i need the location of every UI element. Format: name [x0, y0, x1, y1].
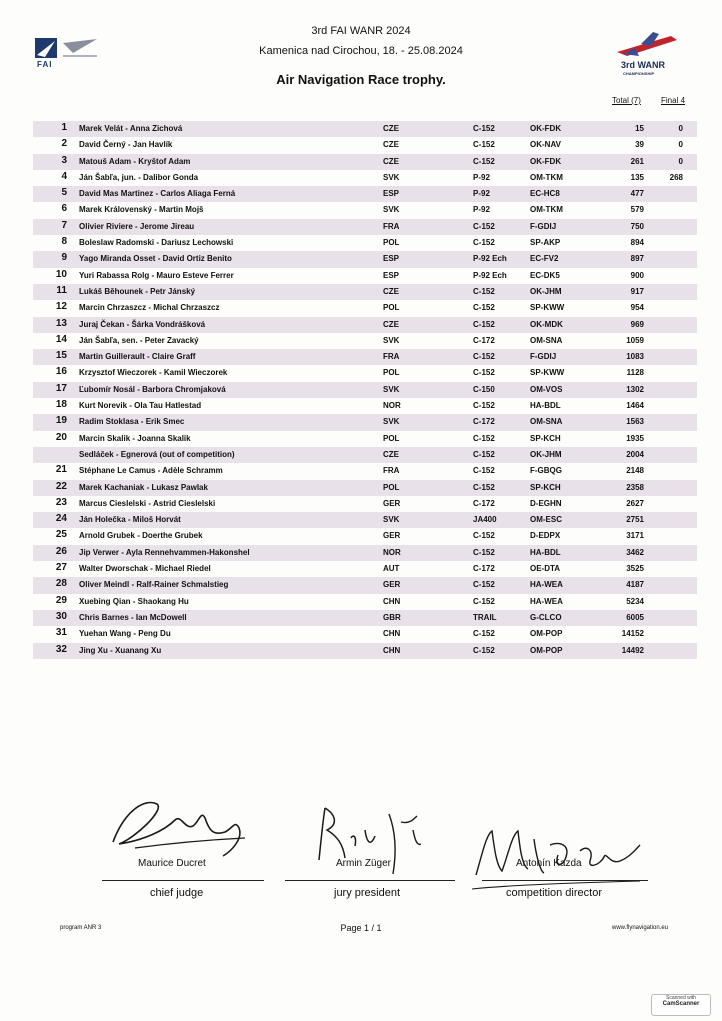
table-row [33, 154, 697, 170]
table-row [33, 137, 697, 153]
cell-rank: 13 [55, 317, 67, 329]
cell-country: GBR [383, 612, 401, 622]
cell-name: Jing Xu - Xuanang Xu [79, 645, 162, 655]
table-row [33, 561, 697, 577]
cell-rank: 19 [55, 415, 67, 427]
table-row [33, 382, 697, 398]
cell-final: 0 [678, 140, 683, 150]
cell-rank: 4 [61, 170, 67, 182]
cell-reg: OK-MDK [530, 319, 563, 329]
cell-rank: 14 [55, 333, 67, 345]
wanr-logo-text: 3rd WANR [621, 60, 666, 70]
table-row [33, 170, 697, 186]
cell-name: Walter Dworschak - Michael Riedel [79, 564, 211, 574]
cell-name: Marek Kachaniak - Lukasz Pawlak [79, 482, 208, 492]
cell-total: 3171 [626, 531, 644, 541]
cell-total: 14492 [621, 645, 644, 655]
cell-total: 4187 [626, 580, 644, 590]
cell-country: SVK [383, 205, 400, 215]
cell-final: 0 [678, 156, 683, 166]
cell-total: 6005 [626, 612, 644, 622]
cell-type: C-152 [473, 531, 495, 541]
table-row [33, 643, 697, 659]
cell-total: 14152 [621, 629, 644, 639]
table-row [33, 610, 697, 626]
cell-country: POL [383, 368, 400, 378]
cell-type: C-152 [473, 368, 495, 378]
cell-rank: 6 [61, 203, 67, 215]
cell-type: TRAIL [473, 612, 497, 622]
cell-name: Yago Miranda Osset - David Ortiz Benito [79, 254, 232, 264]
cell-country: FRA [383, 466, 400, 476]
cell-rank: 5 [61, 187, 67, 199]
table-row [33, 447, 697, 463]
cell-rank: 27 [55, 562, 67, 574]
cell-type: C-152 [473, 482, 495, 492]
cell-reg: EC-DK5 [530, 270, 560, 280]
cell-total: 954 [630, 303, 644, 313]
cell-country: POL [383, 303, 400, 313]
cell-type: P-92 Ech [473, 270, 507, 280]
cell-country: SVK [383, 335, 400, 345]
cell-name: Oliver Meindl - Ralf-Rainer Schmalstieg [79, 580, 229, 590]
cell-type: C-152 [473, 156, 495, 166]
cell-name: Marcin Chrzaszcz - Michal Chrzaszcz [79, 303, 220, 313]
cell-name: David Mas Martinez - Carlos Aliaga Ferná [79, 189, 236, 199]
cell-reg: SP-KWW [530, 303, 565, 313]
cell-rank: 2 [61, 138, 67, 150]
table-row [33, 577, 697, 593]
cell-reg: OM-VOS [530, 384, 563, 394]
cell-rank: 9 [61, 252, 67, 264]
cell-name: Marcus Cieslelski - Astrid Cieslelski [79, 498, 216, 508]
cell-reg: SP-KWW [530, 368, 565, 378]
cell-name: David Černý - Jan Havlík [79, 140, 173, 150]
camscanner-line1: Scanned with [665, 995, 697, 1001]
cell-country: ESP [383, 189, 400, 199]
table-row [33, 251, 697, 267]
cell-type: C-152 [473, 645, 495, 655]
cell-type: C-152 [473, 629, 495, 639]
cell-name: Ján Šabľa, sen. - Peter Zavacký [79, 335, 199, 345]
cell-name: Olivier Riviere - Jerome Jireau [79, 221, 195, 231]
cell-name: Matouš Adam - Kryštof Adam [79, 156, 191, 166]
cell-name: Arnold Grubek - Doerthe Grubek [79, 531, 203, 541]
table-row [33, 594, 697, 610]
cell-country: SVK [383, 384, 400, 394]
event-location-dates: Kamenica nad Cirochou, 18. - 25.08.2024 [259, 45, 463, 57]
cell-country: CZE [383, 319, 399, 329]
cell-rank: 26 [55, 545, 67, 557]
cell-type: C-172 [473, 417, 495, 427]
cell-name: Martin Guillerault - Claire Graff [79, 352, 196, 362]
cell-name: Stéphane Le Camus - Adèle Schramm [79, 466, 223, 476]
cell-name: Yuri Rabassa Rolg - Mauro Esteve Ferrer [79, 270, 234, 280]
cell-total: 3525 [626, 564, 644, 574]
wanr-logo-subtext: CHAMPIONSHIP [623, 71, 655, 76]
cell-type: P-92 [473, 189, 490, 199]
cell-country: FRA [383, 352, 400, 362]
cell-reg: F-GBQG [530, 466, 562, 476]
cell-type: C-152 [473, 547, 495, 557]
cell-total: 917 [630, 286, 644, 296]
cell-type: C-152 [473, 352, 495, 362]
cell-total: 2751 [626, 515, 644, 525]
cell-reg: HA-BDL [530, 547, 561, 557]
cell-total: 15 [635, 124, 644, 133]
cell-reg: OK-FDK [530, 156, 562, 166]
cell-reg: OM-POP [530, 629, 563, 639]
cell-country: ESP [383, 254, 400, 264]
cell-rank: 29 [55, 594, 67, 606]
cell-type: C-152 [473, 286, 495, 296]
cell-total: 135 [630, 172, 644, 182]
cell-country: NOR [383, 401, 401, 411]
cell-reg: OM-SNA [530, 417, 563, 427]
cell-total: 2358 [626, 482, 644, 492]
cell-type: C-150 [473, 384, 495, 394]
footer-website: www.flynavigation.eu [612, 925, 669, 931]
cell-country: CHN [383, 645, 401, 655]
signature-name-1: Maurice Ducret [138, 858, 206, 869]
table-row [33, 268, 697, 284]
cell-reg: HA-BDL [530, 401, 561, 411]
cell-rank: 15 [55, 350, 67, 362]
cell-reg: OK-JHM [530, 449, 562, 459]
table-row [33, 121, 697, 137]
cell-country: CZE [383, 286, 399, 296]
cell-total: 1083 [626, 352, 644, 362]
cell-rank: 32 [55, 643, 67, 655]
cell-total: 5234 [626, 596, 644, 606]
cell-type: P-92 Ech [473, 254, 507, 264]
cell-type: C-152 [473, 580, 495, 590]
cell-reg: EC-HC8 [530, 189, 560, 199]
cell-type: C-172 [473, 335, 495, 345]
cell-rank: 16 [55, 366, 67, 378]
column-header-final: Final 4 [661, 96, 686, 105]
cell-type: C-172 [473, 564, 495, 574]
footer-program: program ANR 3 [60, 925, 102, 931]
cell-type: C-152 [473, 319, 495, 329]
cell-rank: 30 [55, 610, 67, 622]
table-row [33, 398, 697, 414]
cell-type: C-152 [473, 140, 495, 150]
cell-type: C-172 [473, 498, 495, 508]
cell-total: 1128 [626, 368, 644, 378]
cell-country: NOR [383, 547, 401, 557]
cell-final: 0 [678, 124, 683, 133]
table-row [33, 300, 697, 316]
signature-antonin-kazda [470, 815, 645, 895]
cell-total: 750 [630, 221, 644, 231]
table-row [33, 496, 697, 512]
cell-country: FRA [383, 221, 400, 231]
camscanner-line2: CamScanner [662, 1001, 700, 1007]
cell-reg: OK-JHM [530, 286, 562, 296]
cell-reg: D-EGHN [530, 498, 562, 508]
cell-reg: EC-FV2 [530, 254, 559, 264]
cell-reg: F-GDIJ [530, 352, 557, 362]
cell-name: Jip Verwer - Ayla Rennehvammen-Hakonshel [79, 547, 250, 557]
cell-rank: 17 [55, 382, 67, 394]
cell-name: Lukáš Běhounek - Petr Jánský [79, 286, 196, 296]
cell-country: CZE [383, 140, 399, 150]
cell-type: C-152 [473, 466, 495, 476]
wanr-logo [613, 30, 683, 86]
cell-rank: 8 [61, 236, 67, 248]
cell-reg: G-CLCO [530, 612, 562, 622]
cell-country: SVK [383, 515, 400, 525]
cell-final: 268 [669, 172, 683, 182]
cell-country: POL [383, 238, 400, 248]
table-row [33, 235, 697, 251]
cell-rank: 22 [55, 480, 67, 492]
cell-rank: 28 [55, 578, 67, 590]
cell-total: 1464 [626, 401, 644, 411]
cell-type: C-152 [473, 449, 495, 459]
signature-name-3: Antonín Kazda [516, 858, 582, 869]
cell-reg: OE-DTA [530, 564, 561, 574]
cell-country: CHN [383, 596, 401, 606]
cell-reg: OM-TKM [530, 205, 563, 215]
table-row [33, 219, 697, 235]
cell-total: 894 [630, 238, 644, 248]
footer-page-number: Page 1 / 1 [340, 923, 382, 933]
cell-reg: SP-AKP [530, 238, 561, 248]
cell-name: Ján Holečka - Miloš Horvát [79, 515, 181, 525]
cell-name: Krzysztof Wieczorek - Kamil Wieczorek [79, 368, 228, 378]
cell-rank: 3 [61, 154, 67, 166]
cell-country: POL [383, 482, 400, 492]
table-row [33, 626, 697, 642]
cell-country: CZE [383, 156, 399, 166]
signature-role-3: competition director [506, 887, 602, 899]
cell-total: 1935 [626, 433, 644, 443]
cell-type: C-152 [473, 401, 495, 411]
signature-role-2: jury president [334, 887, 401, 899]
cell-country: SVK [383, 417, 400, 427]
cell-type: C-152 [473, 124, 495, 133]
cell-rank: 24 [55, 513, 67, 525]
cell-total: 2148 [626, 466, 644, 476]
camscanner-badge [651, 994, 711, 1016]
cell-type: C-152 [473, 433, 495, 443]
cell-reg: OM-ESC [530, 515, 562, 525]
cell-rank: 12 [55, 301, 67, 313]
cell-total: 2004 [626, 449, 644, 459]
table-row [33, 284, 697, 300]
cell-name: Xuebing Qian - Shaokang Hu [79, 596, 189, 606]
table-row [33, 480, 697, 496]
fai-logo-text: FAI [37, 60, 53, 69]
cell-total: 39 [635, 140, 644, 150]
table-row [33, 186, 697, 202]
cell-name: Chris Barnes - Ian McDowell [79, 612, 187, 622]
cell-name: Juraj Čekan - Šárka Vondrášková [79, 319, 206, 329]
table-row [33, 333, 697, 349]
cell-name: Radim Stoklasa - Erik Smec [79, 417, 185, 427]
cell-name: Marek Královenský - Martin Mojš [79, 205, 204, 215]
cell-reg: F-GDIJ [530, 221, 557, 231]
cell-total: 3462 [626, 547, 644, 557]
cell-rank: 23 [55, 496, 67, 508]
signature-maurice-ducret [105, 790, 255, 860]
cell-rank: 1 [61, 122, 67, 133]
table-row [33, 512, 697, 528]
cell-country: CHN [383, 629, 401, 639]
cell-type: C-152 [473, 303, 495, 313]
cell-name: Ján Šabľa, jun. - Dalibor Gonda [79, 172, 199, 182]
cell-total: 900 [630, 270, 644, 280]
event-title: 3rd FAI WANR 2024 [311, 25, 411, 37]
cell-rank: 21 [55, 464, 67, 476]
cell-rank: 10 [55, 268, 67, 280]
cell-country: CZE [383, 449, 399, 459]
signature-line-1 [102, 880, 264, 881]
cell-name: Marek Velát - Anna Zichová [79, 124, 183, 133]
fai-logo [33, 35, 103, 71]
cell-total: 1059 [626, 335, 644, 345]
cell-total: 477 [630, 189, 644, 199]
table-row [33, 414, 697, 430]
cell-type: C-152 [473, 596, 495, 606]
cell-country: GER [383, 580, 401, 590]
cell-reg: HA-WEA [530, 580, 563, 590]
cell-reg: SP-KCH [530, 482, 561, 492]
cell-type: C-152 [473, 238, 495, 248]
signature-line-2 [285, 880, 455, 881]
table-row [33, 317, 697, 333]
cell-rank: 31 [55, 627, 67, 639]
cell-rank: 11 [56, 284, 67, 296]
cell-type: JA400 [473, 515, 497, 525]
cell-country: AUT [383, 564, 400, 574]
cell-name: Boleslaw Radomski - Dariusz Lechowski [79, 238, 234, 248]
cell-country: GER [383, 531, 401, 541]
table-row [33, 365, 697, 381]
table-row [33, 463, 697, 479]
cell-rank: 18 [55, 399, 67, 411]
cell-total: 1302 [626, 384, 644, 394]
cell-total: 969 [630, 319, 644, 329]
signature-role-1: chief judge [150, 887, 204, 899]
column-header-total: Total (7) [612, 96, 641, 105]
signature-line-3 [482, 880, 648, 881]
table-row [33, 431, 697, 447]
cell-reg: OM-SNA [530, 335, 563, 345]
cell-country: ESP [383, 270, 400, 280]
cell-name: Ľubomír Nosál - Barbora Chromjaková [79, 384, 226, 394]
cell-reg: D-EDPX [530, 531, 561, 541]
document-title: Air Navigation Race trophy. [276, 72, 446, 87]
cell-reg: OM-POP [530, 645, 563, 655]
cell-country: POL [383, 433, 400, 443]
cell-total: 261 [630, 156, 644, 166]
table-row [33, 349, 697, 365]
cell-total: 2627 [626, 498, 644, 508]
cell-type: P-92 [473, 205, 490, 215]
cell-name: Kurt Norevik - Ola Tau Hatlestad [79, 401, 202, 411]
cell-name: Marcin Skalik - Joanna Skalik [79, 433, 191, 443]
cell-name: Yuehan Wang - Peng Du [79, 629, 171, 639]
cell-total: 897 [630, 254, 644, 264]
cell-country: CZE [383, 124, 399, 133]
cell-country: SVK [383, 172, 400, 182]
results-table [33, 121, 697, 659]
cell-reg: HA-WEA [530, 596, 563, 606]
cell-reg: OM-TKM [530, 172, 563, 182]
cell-type: C-152 [473, 221, 495, 231]
cell-reg: SP-KCH [530, 433, 561, 443]
table-row [33, 528, 697, 544]
airplane-icon [613, 30, 683, 60]
cell-country: GER [383, 498, 401, 508]
cell-reg: OK-NAV [530, 140, 561, 150]
cell-rank: 20 [55, 431, 67, 443]
cell-name: Sedláček - Egnerová (out of competition) [79, 449, 235, 459]
cell-rank: 7 [61, 219, 67, 231]
cell-total: 1563 [626, 417, 644, 427]
cell-rank: 25 [55, 529, 67, 541]
signature-name-2: Armin Züger [336, 858, 392, 869]
table-row [33, 545, 697, 561]
table-row [33, 202, 697, 218]
cell-reg: OK-FDK [530, 124, 562, 133]
cell-type: P-92 [473, 172, 490, 182]
cell-total: 579 [630, 205, 644, 215]
